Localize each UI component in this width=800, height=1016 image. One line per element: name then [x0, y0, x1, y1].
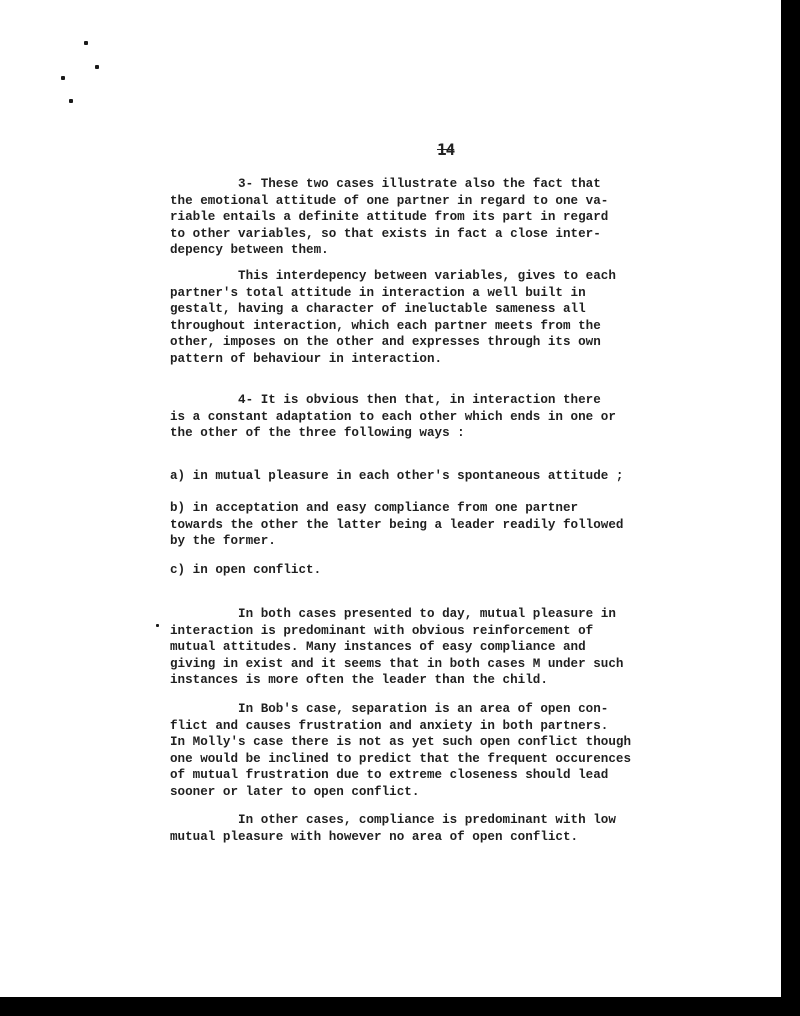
paragraph-other-cases: In other cases, compliance is predominant with low mutual pleasure with however no area of open conflict.: [170, 813, 616, 844]
list-item-c: c) in open conflict.: [170, 563, 322, 577]
punch-mark: [61, 76, 65, 80]
scan-border-right: [781, 0, 800, 1016]
scan-border-bottom: [0, 997, 800, 1016]
punch-mark: [95, 65, 99, 69]
punch-mark: [69, 99, 73, 103]
paragraph-interdepency: This interdepency between variables, gives to each partner's total attitude in interaction a well built in gestalt, having a character of ineluctable sameness all throughout interaction, which each partner meets from the other, imposes on the other and expresses through its own pattern of behaviour in interaction.: [170, 269, 616, 366]
punch-mark: [84, 41, 88, 45]
paragraph-mutual-pleasure: In both cases presented to day, mutual pleasure in interaction is predominant with obvious reinforcement of mutual attitudes. Many instances of easy compliance and giving in exist and it seems that in both cases M under such instances is more often the leader than the child.: [170, 607, 624, 688]
paragraph-open-conflict: In Bob's case, separation is an area of open con- flict and causes frustration and anxiety in both partners. In Molly's case there is not as yet such open conflict though one would be inclined to predict that the frequent occurences of mutual frustration due to extreme closeness should lead sooner or later to open conflict.: [170, 702, 632, 799]
page-number: 14: [437, 140, 455, 159]
paragraph-variables-attitude: 3- These two cases illustrate also the fact that the emotional attitude of one partner in regard to one va- riable entails a definite attitude from its part in regard to other variables, so that exists in fact a close inter- depency between them.: [170, 177, 609, 258]
list-item-b: b) in acceptation and easy compliance from one partner towards the other the latter being a leader readily followed by the former.: [170, 501, 624, 549]
list-item-a: a) in mutual pleasure in each other's spontaneous attitude ;: [170, 469, 624, 483]
paragraph-adaptation: 4- It is obvious then that, in interaction there is a constant adaptation to each other which ends in one or the other of the three following ways :: [170, 393, 616, 441]
punch-mark: [156, 624, 159, 627]
